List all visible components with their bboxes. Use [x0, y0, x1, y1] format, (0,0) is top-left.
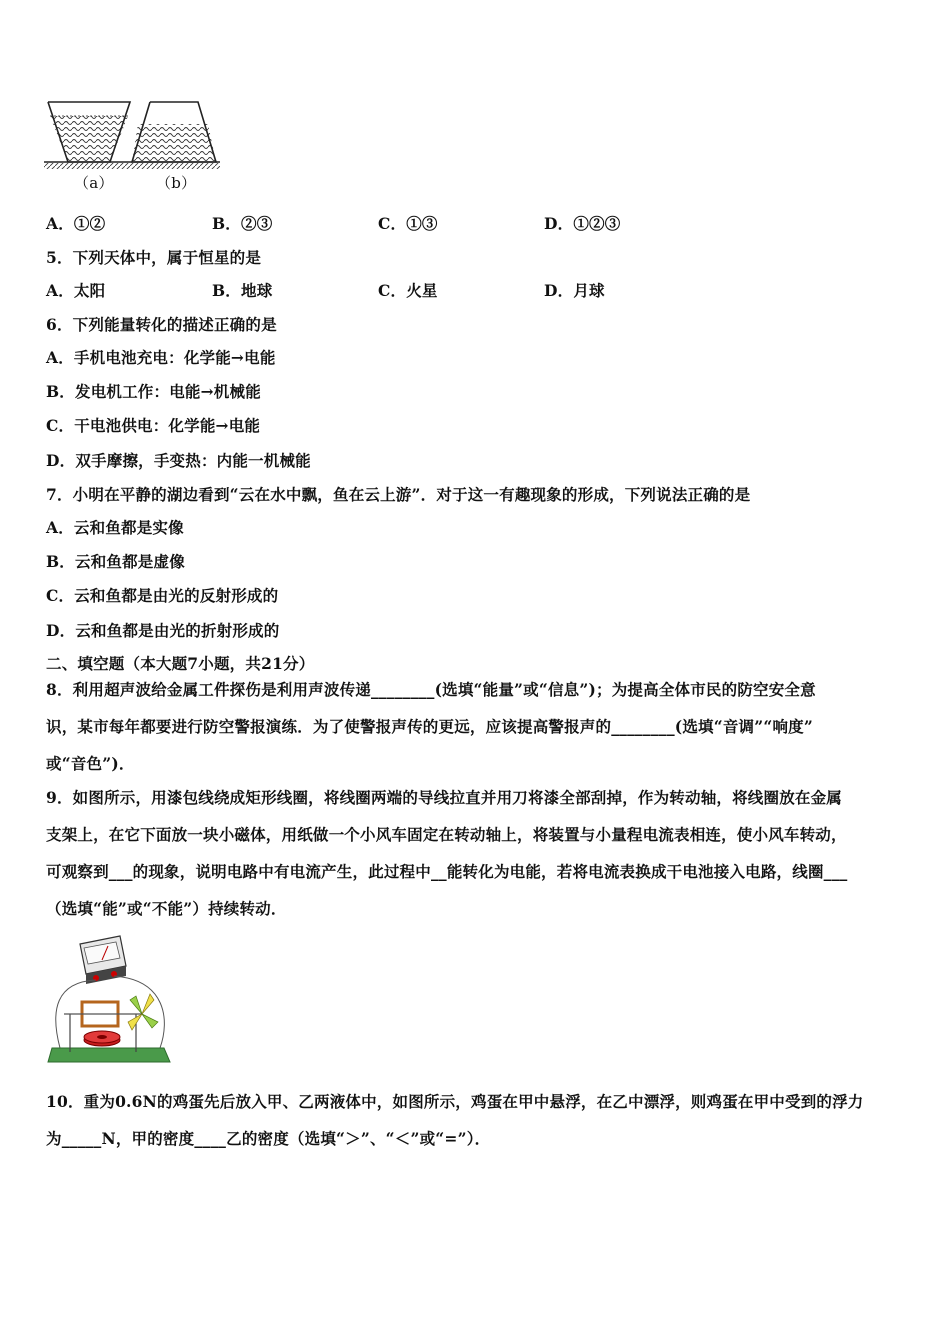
q6-stem: 6．下列能量转化的描述正确的是 [46, 315, 277, 334]
q9-line-4: （选填“能”或“不能”）持续转动． [46, 899, 287, 918]
q5-option-a: A．太阳 [46, 281, 106, 300]
q9-line-3: 可观察到___的现象，说明电路中有电流产生，此过程中__能转化为电能，若将电流表换成干电池接入电路，线圈___ [46, 862, 848, 881]
q7-option-c: C．云和鱼都是由光的反射形成的 [46, 586, 279, 605]
q9-line-2: 支架上，在它下面放一块小磁体，用纸做一个小风车固定在转动轴上，将装置与小量程电流表相连，使小风车转动， [46, 825, 847, 844]
q4-option-a: A．①② [46, 214, 106, 233]
container-b [132, 102, 216, 162]
section2-title: 二、填空题（本大题7小题，共21分） [46, 654, 315, 673]
q5-option-d: D．月球 [544, 281, 605, 300]
q4-option-d: D．①②③ [544, 214, 621, 233]
q4-option-c: C．①③ [378, 214, 438, 233]
q5-stem: 5．下列天体中，属于恒星的是 [46, 248, 262, 267]
q5-option-b: B．地球 [212, 281, 273, 300]
q8-line-2: 识，某市每年都要进行防空警报演练．为了使警报声传的更远，应该提高警报声的________(选填“音调”“响度” [46, 717, 813, 736]
q10-line-2: 为_____N，甲的密度____乙的密度（选填“＞”、“＜”或“=”）． [46, 1129, 491, 1148]
q6-option-b: B．发电机工作：电能→机械能 [46, 382, 261, 401]
q6-option-a: A．手机电池充电：化学能→电能 [46, 348, 276, 367]
q10-line-1: 10．重为0.6N的鸡蛋先后放入甲、乙两液体中，如图所示，鸡蛋在甲中悬浮，在乙中漂浮，则鸡蛋在甲中受到的浮力 [46, 1092, 864, 1111]
label-a: （a） [74, 174, 114, 192]
q7-option-b: B．云和鱼都是虚像 [46, 552, 185, 571]
q6-option-c: C．干电池供电：化学能→电能 [46, 416, 261, 435]
q9-line-1: 9．如图所示，用漆包线绕成矩形线圈，将线圈两端的导线拉直并用刀将漆全部刮掉，作为转动轴，将线圈放在金属 [46, 788, 842, 807]
container-a [48, 102, 130, 162]
containers-figure [40, 96, 230, 196]
label-b: （b） [156, 174, 197, 192]
q6-option-d: D．双手摩擦，手变热：内能一机械能 [46, 451, 311, 470]
q7-option-a: A．云和鱼都是实像 [46, 518, 184, 537]
q7-option-d: D．云和鱼都是由光的折射形成的 [46, 621, 280, 640]
q8-line-1: 8．利用超声波给金属工件探伤是利用声波传递________(选填“能量”或“信息”)；为提高全体市民的防空安全意 [46, 680, 816, 699]
generator-apparatus-figure [46, 930, 174, 1070]
q7-stem: 7．小明在平静的湖边看到“云在水中飘，鱼在云上游”．对于这一有趣现象的形成，下列说法正确的是 [46, 485, 751, 504]
q5-option-c: C．火星 [378, 281, 438, 300]
q4-option-b: B．②③ [212, 214, 273, 233]
windmill [128, 994, 158, 1030]
q8-line-3: 或“音色”)． [46, 754, 135, 773]
